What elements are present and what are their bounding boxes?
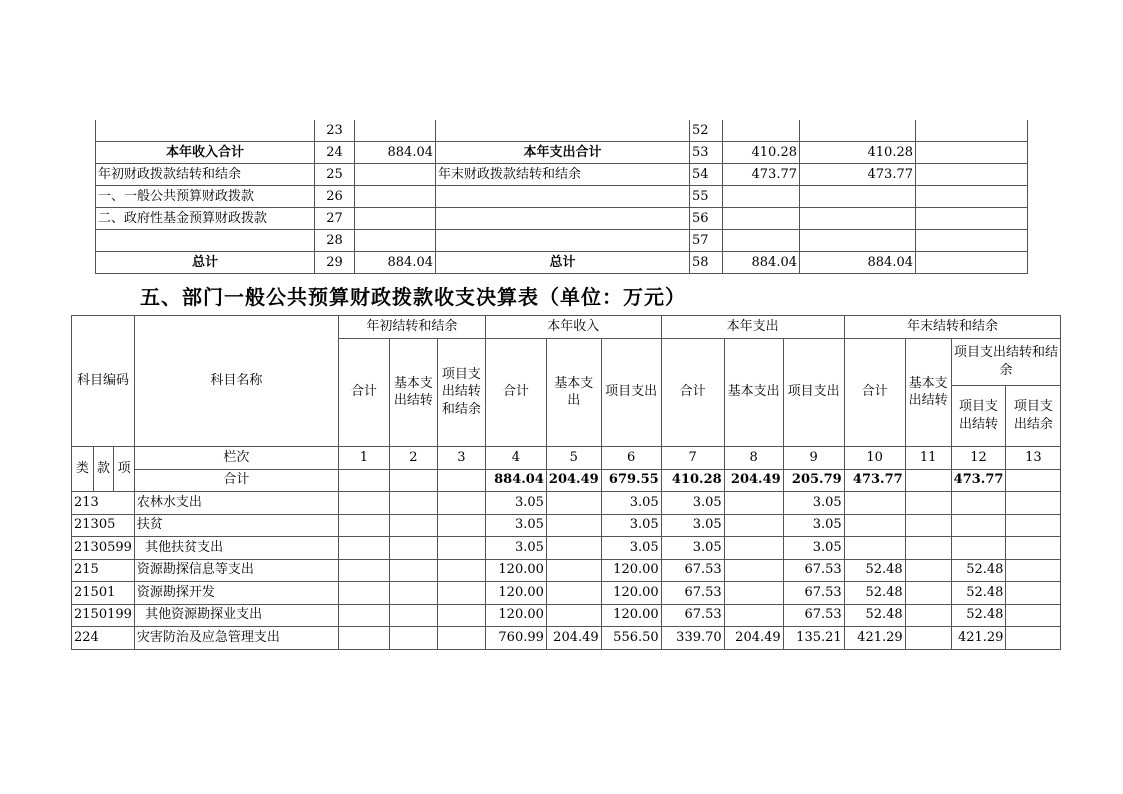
total-row-value: 204.49 [546, 469, 601, 492]
summary-cell-r-c [916, 186, 1028, 208]
summary-cell-r-label [436, 120, 690, 142]
header-basic-exp-3: 基本支出 [724, 338, 783, 447]
amount-cell [437, 559, 485, 582]
header-basic-carry-1: 基本支出结转 [389, 338, 437, 447]
income-expense-summary-table [95, 120, 1028, 274]
amount-cell: 52.48 [844, 604, 905, 627]
amount-cell: 3.05 [601, 537, 661, 560]
amount-cell: 204.49 [546, 627, 601, 650]
amount-cell: 67.53 [783, 559, 844, 582]
amount-cell: 421.29 [844, 627, 905, 650]
amount-cell: 120.00 [601, 604, 661, 627]
summary-cell-l-no: 26 [315, 186, 355, 208]
total-row-value [1006, 469, 1061, 492]
amount-cell [546, 492, 601, 515]
subject-code: 224 [72, 627, 135, 650]
amount-cell [1006, 604, 1061, 627]
column-number: 8 [724, 447, 783, 470]
header-basic-carry-4: 基本支出结转 [905, 338, 951, 447]
amount-cell: 3.05 [783, 537, 844, 560]
column-number: 3 [437, 447, 485, 470]
amount-cell [546, 559, 601, 582]
amount-cell [437, 514, 485, 537]
summary-cell-r-label: 本年支出合计 [436, 142, 690, 164]
summary-cell-r-label: 年末财政拨款结转和结余 [436, 164, 690, 186]
summary-cell-l-label [96, 230, 315, 252]
summary-cell-l-amt [355, 230, 436, 252]
amount-cell: 3.05 [601, 492, 661, 515]
header-proj-carry-bal-1: 项目支出结转和结余 [437, 338, 485, 447]
summary-cell-r-label [436, 230, 690, 252]
summary-cell-r-b: 473.77 [800, 164, 916, 186]
header-basic-exp-2: 基本支出 [546, 338, 601, 447]
amount-cell: 3.05 [601, 514, 661, 537]
header-proj-exp-2: 项目支出 [601, 338, 661, 447]
table-row [72, 559, 1061, 582]
summary-cell-r-label [436, 186, 690, 208]
summary-cell-l-label: 总计 [96, 252, 315, 274]
amount-cell [1006, 537, 1061, 560]
amount-cell [437, 582, 485, 605]
amount-cell [1006, 582, 1061, 605]
summary-row [96, 208, 1028, 230]
amount-cell: 67.53 [661, 559, 724, 582]
summary-cell-r-no: 55 [690, 186, 723, 208]
summary-cell-l-label: 一、一般公共预算财政拨款 [96, 186, 315, 208]
summary-row [96, 120, 1028, 142]
amount-cell [844, 492, 905, 515]
amount-cell: 120.00 [601, 559, 661, 582]
summary-cell-r-b [800, 208, 916, 230]
header-proj-exp-3: 项目支出 [783, 338, 844, 447]
amount-cell [546, 604, 601, 627]
summary-cell-r-c [916, 120, 1028, 142]
summary-row [96, 186, 1028, 208]
amount-cell: 3.05 [485, 514, 546, 537]
header-lanci: 栏次 [134, 447, 338, 470]
header-total-1: 合计 [338, 338, 389, 447]
summary-cell-r-c [916, 164, 1028, 186]
amount-cell [905, 514, 951, 537]
amount-cell [437, 537, 485, 560]
summary-cell-r-c [916, 208, 1028, 230]
amount-cell: 421.29 [951, 627, 1006, 650]
summary-cell-l-no: 25 [315, 164, 355, 186]
amount-cell: 760.99 [485, 627, 546, 650]
amount-cell: 3.05 [485, 537, 546, 560]
header-xiang: 项 [114, 447, 135, 492]
column-number: 9 [783, 447, 844, 470]
subject-name: 其他扶贫支出 [134, 537, 338, 560]
amount-cell [437, 492, 485, 515]
summary-cell-r-a [723, 230, 800, 252]
summary-cell-r-label: 总计 [436, 252, 690, 274]
column-number: 4 [485, 447, 546, 470]
summary-cell-r-no: 53 [690, 142, 723, 164]
total-row-value: 205.79 [783, 469, 844, 492]
total-row-value: 473.77 [951, 469, 1006, 492]
amount-cell [905, 492, 951, 515]
amount-cell [1006, 492, 1061, 515]
header-subject-name: 科目名称 [134, 316, 338, 447]
column-number: 12 [951, 447, 1006, 470]
summary-cell-r-no: 54 [690, 164, 723, 186]
summary-row [96, 142, 1028, 164]
amount-cell: 120.00 [485, 582, 546, 605]
amount-cell: 67.53 [661, 582, 724, 605]
summary-cell-l-amt [355, 120, 436, 142]
summary-cell-l-amt: 884.04 [355, 142, 436, 164]
summary-cell-l-no: 28 [315, 230, 355, 252]
summary-cell-r-c [916, 230, 1028, 252]
amount-cell [724, 537, 783, 560]
total-row-value [437, 469, 485, 492]
table-row [72, 514, 1061, 537]
amount-cell: 52.48 [844, 582, 905, 605]
total-row-value: 679.55 [601, 469, 661, 492]
summary-cell-l-label: 年初财政拨款结转和结余 [96, 164, 315, 186]
column-number: 1 [338, 447, 389, 470]
amount-cell [546, 514, 601, 537]
subject-code: 21501 [72, 582, 135, 605]
total-row-value: 204.49 [724, 469, 783, 492]
amount-cell [389, 537, 437, 560]
header-proj-carry-bal-4: 项目支出结转和结余 [951, 338, 1061, 386]
summary-row [96, 252, 1028, 274]
summary-cell-r-a: 884.04 [723, 252, 800, 274]
total-row-value: 410.28 [661, 469, 724, 492]
summary-cell-l-no: 23 [315, 120, 355, 142]
amount-cell: 67.53 [783, 582, 844, 605]
summary-row [96, 230, 1028, 252]
amount-cell: 67.53 [783, 604, 844, 627]
amount-cell [724, 582, 783, 605]
amount-cell [905, 582, 951, 605]
summary-cell-l-amt: 884.04 [355, 252, 436, 274]
subject-name: 扶贫 [134, 514, 338, 537]
amount-cell [338, 514, 389, 537]
amount-cell [338, 492, 389, 515]
header-subject-code: 科目编码 [72, 316, 135, 447]
amount-cell [1006, 627, 1061, 650]
amount-cell: 3.05 [485, 492, 546, 515]
amount-cell [1006, 514, 1061, 537]
total-row-value [905, 469, 951, 492]
amount-cell: 52.48 [951, 604, 1006, 627]
amount-cell: 3.05 [783, 514, 844, 537]
section-title: 五、部门一般公共预算财政拨款收支决算表（单位：万元） [140, 285, 686, 309]
summary-cell-r-no: 56 [690, 208, 723, 230]
summary-cell-l-label [96, 120, 315, 142]
subject-code: 2130599 [72, 537, 135, 560]
header-total-4: 合计 [844, 338, 905, 447]
summary-row [96, 164, 1028, 186]
amount-cell [905, 604, 951, 627]
amount-cell [389, 627, 437, 650]
subject-name: 资源勘探信息等支出 [134, 559, 338, 582]
column-number: 5 [546, 447, 601, 470]
summary-cell-r-a: 473.77 [723, 164, 800, 186]
column-number: 13 [1006, 447, 1061, 470]
total-row-label: 合计 [134, 469, 338, 492]
summary-cell-r-label [436, 208, 690, 230]
total-row-value [338, 469, 389, 492]
column-number: 11 [905, 447, 951, 470]
summary-cell-r-no: 58 [690, 252, 723, 274]
amount-cell [1006, 559, 1061, 582]
amount-cell [546, 582, 601, 605]
header-lei: 类 [72, 447, 94, 492]
amount-cell [951, 514, 1006, 537]
summary-cell-r-a [723, 186, 800, 208]
amount-cell: 52.48 [951, 582, 1006, 605]
header-kuan: 款 [93, 447, 114, 492]
amount-cell: 52.48 [844, 559, 905, 582]
summary-cell-r-c [916, 252, 1028, 274]
amount-cell [724, 514, 783, 537]
amount-cell [389, 514, 437, 537]
header-proj-carry: 项目支出结转 [951, 386, 1006, 447]
amount-cell [546, 537, 601, 560]
amount-cell: 120.00 [485, 604, 546, 627]
amount-cell: 67.53 [661, 604, 724, 627]
summary-cell-r-b: 410.28 [800, 142, 916, 164]
amount-cell [905, 627, 951, 650]
table-row [72, 582, 1061, 605]
summary-cell-l-amt [355, 164, 436, 186]
header-group-begin-balance: 年初结转和结余 [338, 316, 485, 339]
amount-cell [389, 604, 437, 627]
column-number: 2 [389, 447, 437, 470]
summary-cell-l-amt [355, 186, 436, 208]
table-row [72, 492, 1061, 515]
total-row-value: 884.04 [485, 469, 546, 492]
column-number: 7 [661, 447, 724, 470]
summary-cell-r-c [916, 142, 1028, 164]
amount-cell [951, 492, 1006, 515]
amount-cell: 556.50 [601, 627, 661, 650]
amount-cell [338, 627, 389, 650]
amount-cell: 135.21 [783, 627, 844, 650]
summary-cell-l-amt [355, 208, 436, 230]
subject-name: 灾害防治及应急管理支出 [134, 627, 338, 650]
budget-appropriation-table [71, 315, 1061, 650]
total-row-value: 473.77 [844, 469, 905, 492]
amount-cell: 3.05 [783, 492, 844, 515]
table-row [72, 537, 1061, 560]
subject-name: 其他资源勘探业支出 [134, 604, 338, 627]
amount-cell: 339.70 [661, 627, 724, 650]
amount-cell [844, 514, 905, 537]
header-proj-bal: 项目支出结余 [1006, 386, 1061, 447]
amount-cell [338, 604, 389, 627]
amount-cell [437, 604, 485, 627]
summary-cell-l-no: 29 [315, 252, 355, 274]
subject-code: 215 [72, 559, 135, 582]
column-number: 6 [601, 447, 661, 470]
summary-cell-r-b: 884.04 [800, 252, 916, 274]
header-total-3: 合计 [661, 338, 724, 447]
amount-cell [905, 559, 951, 582]
subject-code: 2150199 [72, 604, 135, 627]
header-group-end-balance: 年末结转和结余 [844, 316, 1061, 339]
summary-cell-r-b [800, 230, 916, 252]
summary-cell-r-no: 52 [690, 120, 723, 142]
subject-code: 21305 [72, 514, 135, 537]
amount-cell [724, 559, 783, 582]
amount-cell [338, 582, 389, 605]
amount-cell: 120.00 [601, 582, 661, 605]
header-group-income: 本年收入 [485, 316, 661, 339]
header-group-expense: 本年支出 [661, 316, 844, 339]
summary-cell-l-no: 24 [315, 142, 355, 164]
amount-cell [338, 537, 389, 560]
summary-cell-l-no: 27 [315, 208, 355, 230]
summary-cell-r-a [723, 120, 800, 142]
amount-cell [905, 537, 951, 560]
amount-cell [724, 604, 783, 627]
total-row-value [389, 469, 437, 492]
summary-cell-l-label: 二、政府性基金预算财政拨款 [96, 208, 315, 230]
summary-cell-r-no: 57 [690, 230, 723, 252]
summary-cell-l-label: 本年收入合计 [96, 142, 315, 164]
amount-cell: 204.49 [724, 627, 783, 650]
amount-cell [844, 537, 905, 560]
summary-cell-r-a: 410.28 [723, 142, 800, 164]
amount-cell [437, 627, 485, 650]
header-total-2: 合计 [485, 338, 546, 447]
amount-cell: 120.00 [485, 559, 546, 582]
subject-name: 资源勘探开发 [134, 582, 338, 605]
amount-cell [724, 492, 783, 515]
amount-cell [389, 492, 437, 515]
amount-cell: 3.05 [661, 514, 724, 537]
amount-cell: 3.05 [661, 537, 724, 560]
column-number: 10 [844, 447, 905, 470]
amount-cell: 3.05 [661, 492, 724, 515]
amount-cell [951, 537, 1006, 560]
amount-cell [389, 559, 437, 582]
amount-cell [338, 559, 389, 582]
amount-cell: 52.48 [951, 559, 1006, 582]
summary-cell-r-b [800, 120, 916, 142]
table-row [72, 627, 1061, 650]
summary-cell-r-b [800, 186, 916, 208]
subject-code: 213 [72, 492, 135, 515]
amount-cell [389, 582, 437, 605]
summary-cell-r-a [723, 208, 800, 230]
table-row [72, 604, 1061, 627]
subject-name: 农林水支出 [134, 492, 338, 515]
